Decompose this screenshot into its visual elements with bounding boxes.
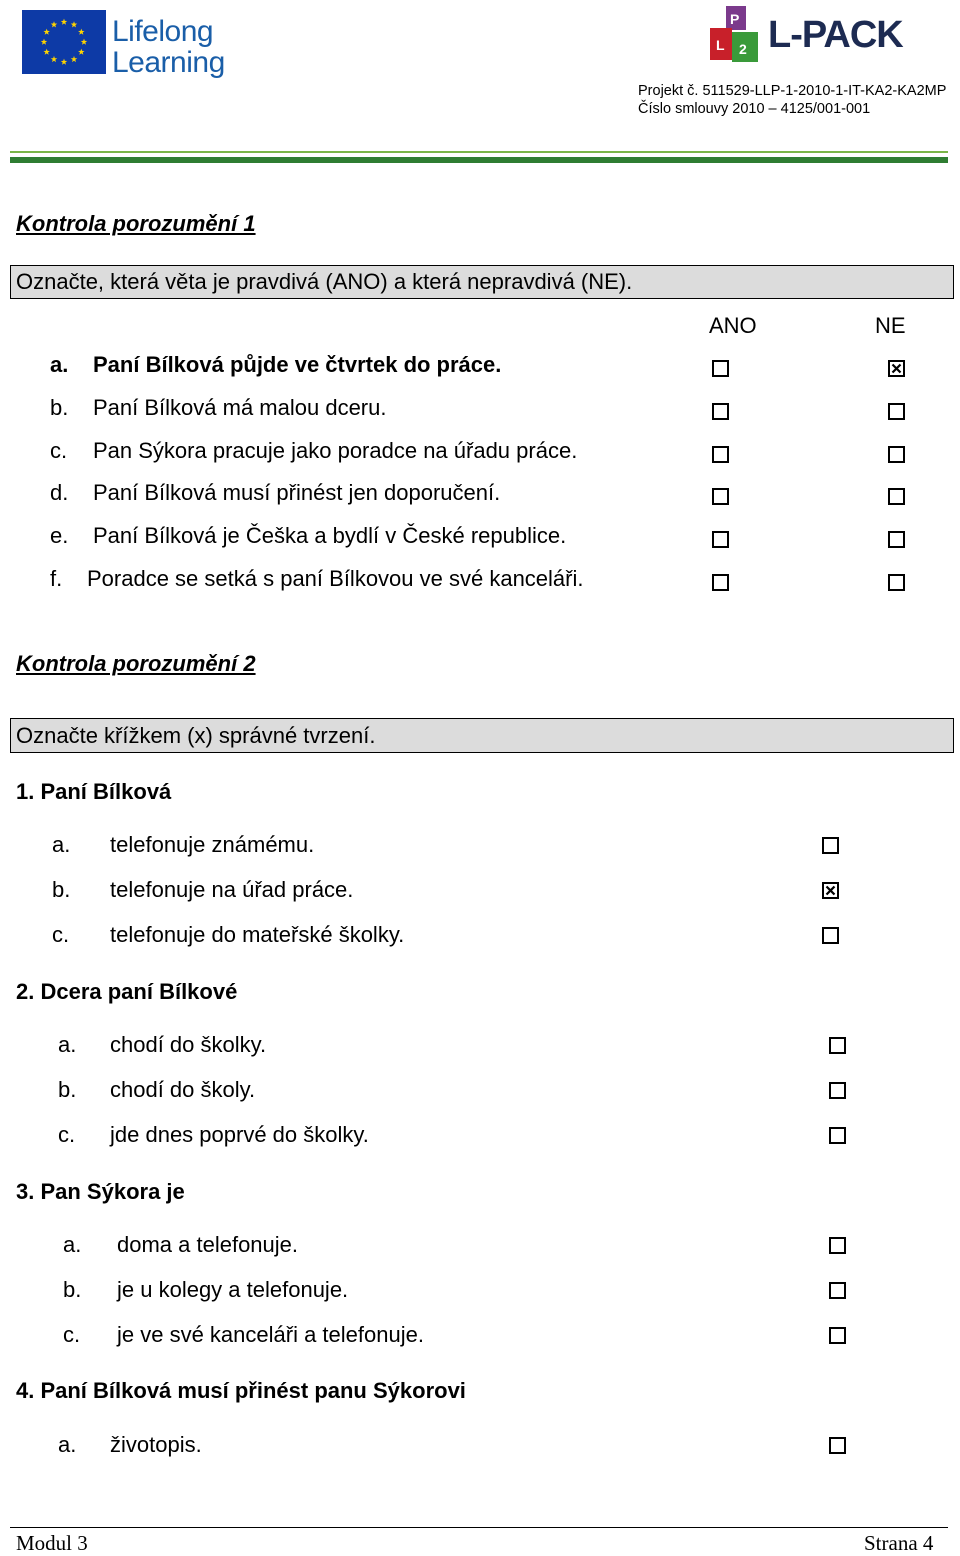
option-text: telefonuje do mateřské školky.: [110, 922, 405, 947]
footer-page-number: Strana 4: [864, 1531, 934, 1555]
ano-checkbox[interactable]: [712, 488, 729, 510]
header-rule-thick: [10, 157, 948, 163]
option-letter: a.: [58, 1432, 77, 1457]
option-text: telefonuje na úřad práce.: [110, 877, 354, 902]
empty-box-icon: [712, 488, 729, 505]
ne-checkbox[interactable]: [888, 446, 905, 468]
option-letter: b.: [52, 877, 71, 902]
option-letter: a.: [58, 1032, 77, 1057]
checked-box-icon: [822, 882, 839, 899]
empty-box-icon: [712, 446, 729, 463]
ano-checkbox[interactable]: [712, 360, 729, 382]
svg-text:2: 2: [739, 41, 747, 57]
option-checkbox[interactable]: [829, 1237, 846, 1259]
option-checkbox[interactable]: [829, 1327, 846, 1349]
footer-module: Modul 3: [16, 1531, 88, 1555]
option-checkbox[interactable]: [822, 837, 839, 859]
option-text: je ve své kanceláři a telefonuje.: [117, 1322, 424, 1347]
statement-text: Paní Bílková půjde ve čtvrtek do práce.: [93, 352, 502, 377]
statement-letter: d.: [50, 480, 69, 505]
eu-stars-icon: [22, 10, 106, 74]
ne-checkbox[interactable]: [888, 403, 905, 425]
option-text: chodí do školy.: [110, 1077, 256, 1102]
statement-row: [50, 480, 500, 506]
column-header-ne: NE: [875, 313, 906, 338]
eu-flag-logo: [22, 10, 106, 74]
option-letter: a.: [52, 832, 71, 857]
statement-row: [50, 523, 566, 549]
empty-box-icon: [888, 531, 905, 548]
section2-instruction: Označte křížkem (x) správné tvrzení.: [10, 718, 954, 753]
option-checkbox[interactable]: [822, 927, 839, 949]
empty-box-icon: [888, 488, 905, 505]
ne-checkbox[interactable]: [888, 531, 905, 553]
statement-row: [50, 438, 577, 464]
empty-box-icon: [712, 403, 729, 420]
project-number: Projekt č. 511529-LLP-1-2010-1-IT-KA2-KA2MP: [638, 83, 947, 99]
statement-letter: f.: [50, 566, 63, 591]
svg-text:P: P: [730, 11, 740, 27]
ano-checkbox[interactable]: [712, 446, 729, 468]
option-checkbox[interactable]: [822, 882, 839, 904]
option-text: je u kolegy a telefonuje.: [117, 1277, 349, 1302]
lifelong-learning-logo-text: Lifelong Learning: [112, 15, 225, 79]
ne-checkbox[interactable]: [888, 488, 905, 510]
option-letter: a.: [63, 1232, 82, 1257]
statement-row: [50, 395, 386, 421]
option-checkbox[interactable]: [829, 1037, 846, 1059]
statement-letter: e.: [50, 523, 69, 548]
header-rule-thin: [10, 151, 948, 153]
l-pack-puzzle-icon: [706, 2, 776, 68]
ne-checkbox[interactable]: [888, 360, 905, 382]
empty-box-icon: [829, 1327, 846, 1344]
option-checkbox[interactable]: [829, 1127, 846, 1149]
question-title: 3. Pan Sýkora je: [16, 1179, 185, 1204]
svg-text:L: L: [716, 37, 725, 53]
statement-text: Paní Bílková má malou dceru.: [93, 395, 387, 420]
empty-box-icon: [829, 1437, 846, 1454]
option-letter: c.: [52, 922, 70, 947]
option-letter: b.: [63, 1277, 82, 1302]
empty-box-icon: [829, 1282, 846, 1299]
section1-title: Kontrola porozumění 1: [16, 211, 256, 236]
question-title: 4. Paní Bílková musí přinést panu Sýkorovi: [16, 1378, 466, 1403]
l-pack-logo-text: L-PACK: [768, 14, 903, 56]
statement-row: [50, 566, 583, 592]
option-text: telefonuje známému.: [110, 832, 315, 857]
question-title: 2. Dcera paní Bílkové: [16, 979, 238, 1004]
option-text: jde dnes poprvé do školky.: [110, 1122, 369, 1147]
statement-text: Paní Bílková musí přinést jen doporučení.: [93, 480, 501, 505]
ano-checkbox[interactable]: [712, 574, 729, 596]
empty-box-icon: [822, 927, 839, 944]
option-letter: b.: [58, 1077, 77, 1102]
footer-rule: [10, 1527, 948, 1528]
option-checkbox[interactable]: [829, 1082, 846, 1104]
empty-box-icon: [888, 446, 905, 463]
statement-letter: c.: [50, 438, 68, 463]
option-text: životopis.: [110, 1432, 202, 1457]
empty-box-icon: [829, 1082, 846, 1099]
statement-letter: b.: [50, 395, 69, 420]
option-text: chodí do školky.: [110, 1032, 267, 1057]
ano-checkbox[interactable]: [712, 531, 729, 553]
empty-box-icon: [712, 574, 729, 591]
empty-box-icon: [829, 1127, 846, 1144]
statement-letter: a.: [50, 352, 69, 377]
question-title: 1. Paní Bílková: [16, 779, 172, 804]
empty-box-icon: [888, 403, 905, 420]
option-checkbox[interactable]: [829, 1437, 846, 1459]
section2-title: Kontrola porozumění 2: [16, 651, 256, 676]
empty-box-icon: [822, 837, 839, 854]
statement-row: [50, 352, 501, 378]
empty-box-icon: [829, 1037, 846, 1054]
project-info: [638, 82, 946, 118]
statement-text: Pan Sýkora pracuje jako poradce na úřadu práce.: [93, 438, 578, 463]
section1-instruction: Označte, která věta je pravdivá (ANO) a která nepravdivá (NE).: [10, 265, 954, 299]
empty-box-icon: [829, 1237, 846, 1254]
option-letter: c.: [58, 1122, 76, 1147]
ano-checkbox[interactable]: [712, 403, 729, 425]
empty-box-icon: [888, 574, 905, 591]
column-header-ano: ANO: [709, 313, 757, 338]
empty-box-icon: [712, 360, 729, 377]
contract-number: Číslo smlouvy 2010 – 4125/001-001: [638, 101, 871, 117]
ne-checkbox[interactable]: [888, 574, 905, 596]
empty-box-icon: [712, 531, 729, 548]
statement-text: Paní Bílková je Češka a bydlí v České republice.: [93, 523, 567, 548]
statement-text: Poradce se setká s paní Bílkovou ve své kanceláři.: [87, 566, 584, 591]
option-checkbox[interactable]: [829, 1282, 846, 1304]
option-text: doma a telefonuje.: [117, 1232, 299, 1257]
checked-box-icon: [888, 360, 905, 377]
option-letter: c.: [63, 1322, 81, 1347]
